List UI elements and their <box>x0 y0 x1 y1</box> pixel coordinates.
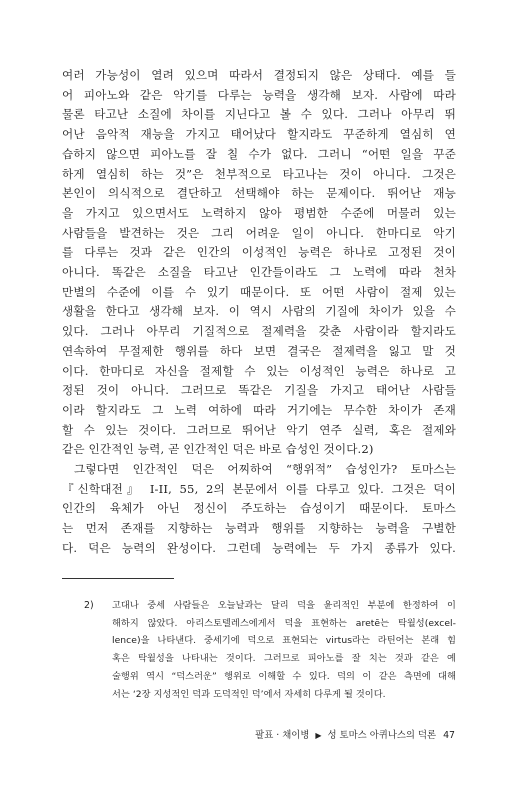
footnote-line: 술행위 역시 “덕스러운” 행위로 이해할 수 있다. 덕의 이 같은 측면에 대해 <box>112 670 456 682</box>
footer-book-title: 성 토마스 아퀴나스의 덕론 <box>327 730 437 741</box>
footnote-number: 2) <box>84 600 94 611</box>
body-line-paragraph-end: 같은 인간적인 능력, 곧 인간적인 덕은 바로 습성인 것이다.2) <box>62 442 374 457</box>
footnote-line: 서는 ‘2장 지성적인 덕과 도덕적인 덕’에서 자세히 다루게 될 것이다. <box>112 688 386 700</box>
footer-author: 팔표 · 채이병 <box>255 730 310 741</box>
body-line: 할 수 있는 것이다. 그러므로 뛰어난 악기 연주 실력, 혹은 절제와 <box>62 422 456 437</box>
body-line: 본인이 의식적으로 결단하고 선택해야 하는 문제이다. 뛰어난 재능 <box>62 186 456 201</box>
footnote-line: 혹은 탁월성을 나타내는 것이다. 그러므로 피아노를 잘 치는 것과 같은 예 <box>112 653 456 665</box>
body-line: 습하지 않으면 피아노를 잘 칠 수가 없다. 그러니 “어떤 일을 꾸준 <box>62 146 456 161</box>
body-line: 있다. 그러나 아무리 기질적으로 절제력을 갖춘 사람이라 할지라도 <box>62 324 456 339</box>
body-line: 만별의 수준에 이를 수 있기 때문이다. 또 어떤 사람이 절제 있는 <box>62 284 456 299</box>
body-line: 을 가지고 있으면서도 노력하지 않아 평범한 수준에 머물러 있는 <box>62 205 456 220</box>
body-line: 사람들을 발견하는 것은 그리 어려운 일이 아니다. 한마디로 악기 <box>62 225 456 240</box>
body-line: 생활을 한다고 생각해 보자. 이 역시 사람의 기질에 차이가 있을 수 <box>62 304 456 319</box>
body-line: 물론 타고난 소질에 차이를 지닌다고 볼 수 있다. 그러나 아무리 뛰 <box>62 107 456 122</box>
body-line-paragraph-start: 그렇다면 인간적인 덕은 어찌하여 “행위적” 습성인가? 토마스는 <box>74 462 456 477</box>
footnote <box>62 597 456 703</box>
body-paragraphs <box>62 66 456 559</box>
body-line: 어 피아노와 같은 악기를 다루는 능력을 생각해 보자. 사람에 따라 <box>62 87 456 102</box>
footnote-body <box>112 597 456 703</box>
running-footer <box>255 729 455 743</box>
body-line: 여러 가능성이 열려 있으며 따라서 결정되지 않은 상태다. 예를 들 <box>62 68 456 82</box>
body-line: 는 먼저 존재를 지향하는 능력과 행위를 지향하는 능력을 구별한 <box>62 521 456 536</box>
footnote-line: 고대나 중세 사람들은 오늘날과는 달리 덕을 윤리적인 부분에 한정하여 이 <box>112 600 456 611</box>
footnote-line: 해하지 않았다. 아리스토텔레스에게서 덕을 표현하는 aretē는 탁월성(excel- <box>112 617 456 629</box>
body-line: 다. 덕은 능력의 완성이다. 그런데 능력에는 두 가지 종류가 있다. <box>62 540 456 555</box>
footnote-line: lence)을 나타낸다. 중세기에 덕으로 표현되는 virtus라는 라틴어는 본래 힘 <box>112 635 456 647</box>
body-line: 어난 음악적 재능을 가지고 태어났다 할지라도 꾸준하게 열심히 연 <box>62 127 456 142</box>
body-line: 정된 것이 아니다. 그러므로 똑같은 기질을 가지고 태어난 사람들 <box>62 383 456 398</box>
body-line: 를 다루는 것과 같은 인간의 이성적인 능력은 하나로 고정된 것이 <box>62 245 456 260</box>
triangle-right-icon: ▶ <box>315 731 322 740</box>
body-line: 하게 열심히 하는 것”은 천부적으로 타고나는 것이 아니다. 그것은 <box>62 166 456 181</box>
footnote-separator <box>62 578 174 579</box>
body-line: 『신학대전』 I-II, 55, 2의 본문에서 이를 다루고 있다. 그것은 덕이 <box>62 481 456 496</box>
body-line: 아니다. 똑같은 소질을 타고난 인간들이라도 그 노력에 따라 천차 <box>62 265 456 280</box>
body-line: 이다. 한마디로 자신을 절제할 수 있는 이성적인 능력은 하나로 고 <box>62 363 456 378</box>
main-text-block <box>62 66 456 559</box>
body-line: 연속하여 무절제한 행위를 하다 보면 결국은 절제력을 잃고 말 것 <box>62 343 456 358</box>
page-number: 47 <box>443 730 455 741</box>
body-line: 이라 할지라도 그 노력 여하에 따라 거기에는 무수한 차이가 존재 <box>62 402 456 417</box>
body-line: 인간의 육체가 아닌 정신이 주도하는 습성이기 때문이다. 토마스 <box>62 501 456 516</box>
